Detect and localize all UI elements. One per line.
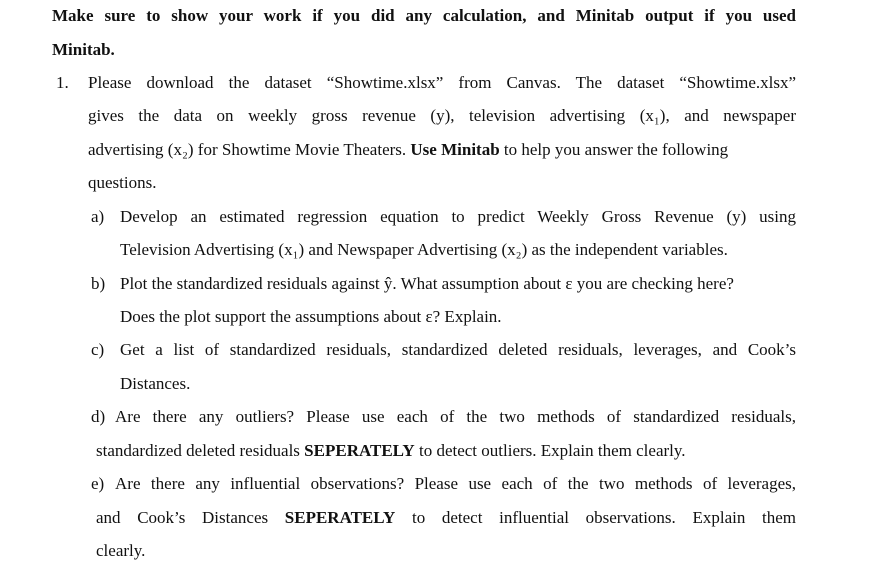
- part-a-label: a): [91, 207, 105, 226]
- part-e-line-2-start: and Cook’s Distances: [96, 508, 269, 527]
- question-number: 1.: [56, 73, 69, 92]
- part-d-line-2-start: standardized deleted residuals: [96, 441, 300, 460]
- instruction-line-1: Make sure to show your work if you did any calculation, and Minitab output if you used: [52, 6, 796, 25]
- question-line-3-start: advertising (x₂) for Showtime Movie Theaters.: [88, 140, 407, 159]
- part-e-line-1: Are there any influential observations? Please use each of the two methods of leverages,: [115, 474, 796, 493]
- part-a-line-2: Television Advertising (x₁) and Newspaper Advertising (x₂) as the independent variables.: [120, 240, 728, 259]
- question-line-1: Please download the dataset “Showtime.xlsx” from Canvas. The dataset “Showtime.xlsx”: [88, 73, 796, 92]
- part-a-line-1: Develop an estimated regression equation to predict Weekly Gross Revenue (y) using: [120, 207, 796, 226]
- part-e-line-3: clearly.: [96, 541, 146, 560]
- part-c-label: c): [91, 340, 105, 359]
- part-e-line-2-end: to detect influential observations. Explain them: [411, 508, 796, 527]
- separately-emphasis-d: SEPERATELY: [304, 441, 415, 460]
- part-e-line-2: [96, 507, 796, 529]
- part-c-line-2: Distances.: [120, 374, 191, 393]
- part-b-line-2: Does the plot support the assumptions about ε? Explain.: [120, 307, 502, 326]
- part-c-line-1: Get a list of standardized residuals, standardized deleted residuals, leverages, and Cook’s: [120, 340, 796, 359]
- part-d-line-2: [96, 440, 686, 462]
- instruction-line-2: Minitab.: [52, 40, 115, 59]
- part-d-line-1: Are there any outliers? Please use each of the two methods of standardized residuals,: [115, 407, 796, 426]
- part-d-label: d): [91, 407, 106, 426]
- part-d-line-2-end: to detect outliers. Explain them clearly.: [418, 441, 686, 460]
- part-b-line-1: Plot the standardized residuals against ŷ. What assumption about ε you are checking here?: [120, 274, 734, 293]
- question-line-2: gives the data on weekly gross revenue (y), television advertising (x₁), and newspaper: [88, 106, 796, 125]
- part-e-label: e): [91, 474, 105, 493]
- question-line-3: [88, 139, 728, 161]
- separately-emphasis-e: SEPERATELY: [284, 508, 396, 527]
- question-line-4: questions.: [88, 173, 157, 192]
- part-b-label: b): [91, 274, 106, 293]
- question-line-3-end: to help you answer the following: [503, 140, 729, 159]
- minitab-emphasis: Use Minitab: [410, 140, 500, 159]
